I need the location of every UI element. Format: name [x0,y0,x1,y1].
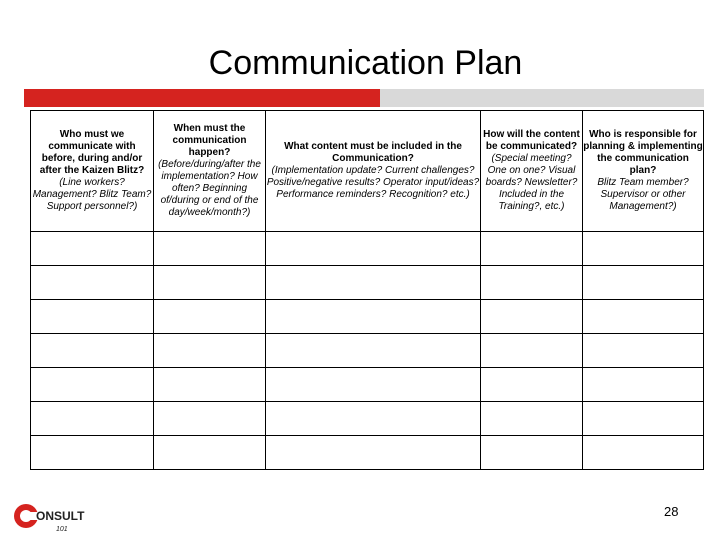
table-row [31,334,704,368]
table-cell[interactable] [31,334,154,368]
table-cell[interactable] [481,436,583,470]
table-cell[interactable] [154,266,266,300]
header-what-content-bold: What content must be included in the Communication? [284,141,462,164]
table-row [31,232,704,266]
table-body [31,232,704,470]
header-responsible-italic: Blitz Team member? Supervisor or other Management?) [597,177,689,212]
table-cell[interactable] [481,232,583,266]
title-underline-grey [380,89,704,107]
table-cell[interactable] [266,300,481,334]
header-what-content-italic: (Implementation update? Current challenges? Positive/negative results? Operator input/ideas? Performance reminders? Recognition? etc.) [266,165,480,200]
table-cell[interactable] [481,402,583,436]
table-cell[interactable] [583,334,704,368]
consult-101-logo [12,498,92,534]
table-cell[interactable] [481,334,583,368]
title-underline-red [24,89,380,107]
table-cell[interactable] [154,436,266,470]
header-how-italic: (Special meeting? One on one? Visual boards? Newsletter? Included in the Training?, etc.) [485,153,578,212]
table-cell[interactable] [583,402,704,436]
page-number: 28 [664,504,679,519]
table-cell[interactable] [154,402,266,436]
table-cell[interactable] [31,266,154,300]
table-cell[interactable] [583,232,704,266]
header-who-communicate-italic: (Line workers? Management? Blitz Team? Support personnel?) [32,177,152,212]
header-who-communicate [31,111,154,232]
table-cell[interactable] [266,232,481,266]
table-cell[interactable] [154,334,266,368]
header-who-communicate-bold: Who must we communicate with before, during and/or after the Kaizen Blitz? [39,129,145,176]
table-row [31,402,704,436]
table-cell[interactable] [154,232,266,266]
table-cell[interactable] [266,402,481,436]
slide-title: Communication Plan [208,44,523,82]
table-row [31,436,704,470]
table-row [31,368,704,402]
table-row [31,300,704,334]
header-row [31,111,704,232]
table-cell[interactable] [481,300,583,334]
table-cell[interactable] [154,300,266,334]
header-how [481,111,583,232]
table-cell[interactable] [266,334,481,368]
table-cell[interactable] [481,368,583,402]
header-when [154,111,266,232]
table-cell[interactable] [583,436,704,470]
communication-plan-table [30,110,704,470]
logo-subtext: 101 [56,526,68,533]
table-cell[interactable] [481,266,583,300]
header-when-bold: When must the communication happen? [172,123,247,158]
table-cell[interactable] [31,232,154,266]
table-row [31,266,704,300]
header-when-italic: (Before/during/after the implementation? How often? Beginning of/during or end of the day/week/month?) [158,159,261,218]
table-cell[interactable] [583,300,704,334]
table-cell[interactable] [154,368,266,402]
table-cell[interactable] [266,266,481,300]
header-responsible-bold: Who is responsible for planning & implementing the communication plan? [583,129,703,176]
table-cell[interactable] [583,368,704,402]
table-cell[interactable] [31,368,154,402]
table-cell[interactable] [266,436,481,470]
table-cell[interactable] [31,300,154,334]
header-responsible [583,111,704,232]
table-cell[interactable] [31,436,154,470]
header-how-bold: How will the content be communicated? [483,129,580,152]
table-cell[interactable] [266,368,481,402]
table-cell[interactable] [583,266,704,300]
header-what-content [266,111,481,232]
table-cell[interactable] [31,402,154,436]
logo-text: ONSULT [36,509,85,523]
